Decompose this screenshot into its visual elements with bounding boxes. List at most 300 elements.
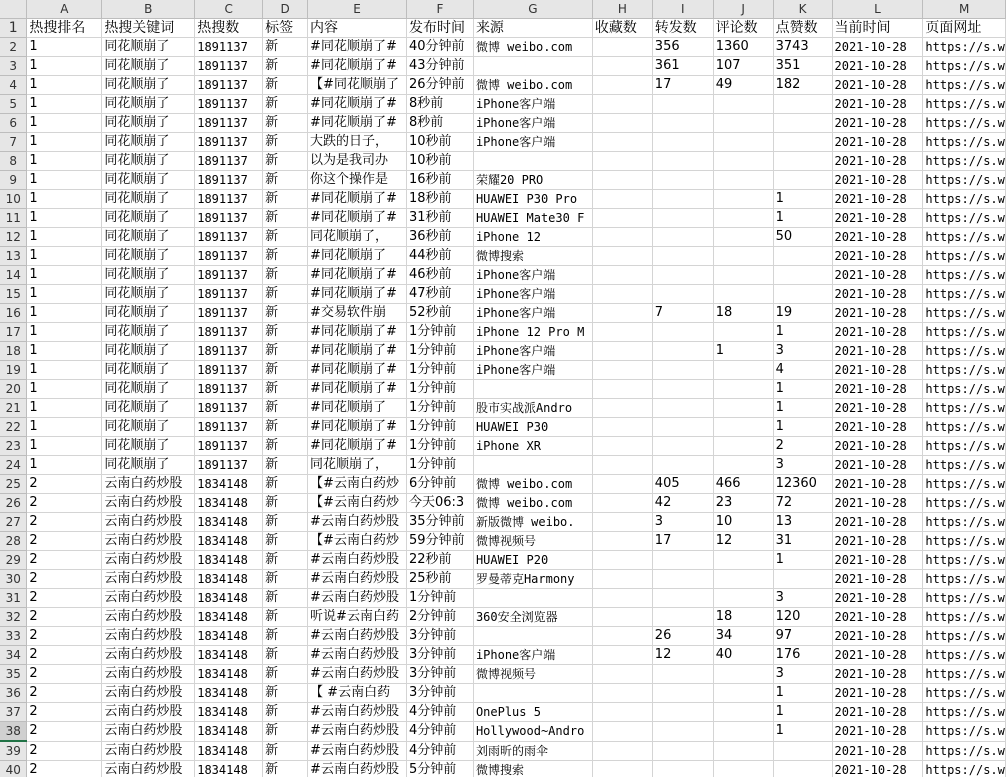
cell[interactable]: 2 <box>27 551 102 570</box>
cell[interactable]: 1891137 <box>195 266 263 285</box>
cell[interactable]: 同花顺崩了 <box>102 209 195 228</box>
cell[interactable] <box>592 380 652 399</box>
cell[interactable] <box>713 95 773 114</box>
cell[interactable]: https://s.w <box>923 152 1006 171</box>
cell[interactable]: 1 <box>773 399 832 418</box>
cell[interactable]: 今天06:3 <box>407 494 474 513</box>
cell[interactable]: 云南白药炒股 <box>102 703 195 722</box>
cell[interactable]: https://s.w <box>923 342 1006 361</box>
cell[interactable]: 10秒前 <box>407 152 474 171</box>
cell[interactable]: 2021-10-28 <box>832 247 923 266</box>
row-header[interactable]: 1 <box>0 19 27 38</box>
cell[interactable] <box>713 761 773 777</box>
cell[interactable]: 2021-10-28 <box>832 608 923 627</box>
cell[interactable]: 2021-10-28 <box>832 741 923 761</box>
cell[interactable]: 大跌的日子， <box>308 133 407 152</box>
cell[interactable]: #同花顺崩了# <box>308 437 407 456</box>
cell[interactable] <box>713 114 773 133</box>
cell[interactable]: 新 <box>263 437 308 456</box>
cell[interactable]: 2021-10-28 <box>832 190 923 209</box>
cell[interactable]: 5分钟前 <box>407 761 474 777</box>
cell[interactable] <box>773 152 832 171</box>
cell[interactable]: 1 <box>713 342 773 361</box>
cell[interactable]: 同花顺崩了 <box>102 304 195 323</box>
cell[interactable]: 2021-10-28 <box>832 57 923 76</box>
cell[interactable]: 1834148 <box>195 761 263 777</box>
cell[interactable]: 云南白药炒股 <box>102 684 195 703</box>
cell[interactable]: 1 <box>773 418 832 437</box>
cell[interactable]: 1891137 <box>195 285 263 304</box>
cell[interactable] <box>652 399 713 418</box>
cell[interactable]: 2021-10-28 <box>832 437 923 456</box>
cell[interactable] <box>592 532 652 551</box>
cell[interactable]: 微博 weibo.com <box>473 76 592 95</box>
row-header[interactable]: 31 <box>0 589 27 608</box>
column-header-d[interactable]: D <box>263 0 308 19</box>
cell[interactable]: 2021-10-28 <box>832 494 923 513</box>
cell[interactable]: #同花顺崩了# <box>308 38 407 57</box>
cell[interactable] <box>713 570 773 589</box>
cell[interactable]: 同花顺崩了 <box>102 418 195 437</box>
cell[interactable]: iPhone客户端 <box>473 285 592 304</box>
cell[interactable]: 1分钟前 <box>407 589 474 608</box>
cell[interactable]: 罗曼蒂克Harmony <box>473 570 592 589</box>
cell[interactable]: https://s.w <box>923 380 1006 399</box>
cell[interactable] <box>592 133 652 152</box>
cell[interactable]: 1891137 <box>195 57 263 76</box>
row-header[interactable]: 14 <box>0 266 27 285</box>
cell[interactable] <box>652 722 713 742</box>
cell[interactable]: 176 <box>773 646 832 665</box>
cell[interactable] <box>652 361 713 380</box>
cell[interactable]: 1891137 <box>195 76 263 95</box>
cell[interactable]: 1分钟前 <box>407 399 474 418</box>
cell[interactable]: 新 <box>263 57 308 76</box>
cell[interactable]: https://s.w <box>923 361 1006 380</box>
cell[interactable]: 2021-10-28 <box>832 722 923 742</box>
cell[interactable]: 新 <box>263 684 308 703</box>
cell[interactable]: 1834148 <box>195 532 263 551</box>
cell[interactable]: #同花顺崩了# <box>308 418 407 437</box>
row-header[interactable]: 4 <box>0 76 27 95</box>
cell[interactable]: 1分钟前 <box>407 323 474 342</box>
cell[interactable]: #云南白药炒股 <box>308 551 407 570</box>
cell[interactable]: #云南白药炒股 <box>308 570 407 589</box>
cell[interactable] <box>652 171 713 190</box>
cell[interactable]: 1891137 <box>195 437 263 456</box>
cell[interactable]: 同花顺崩了 <box>102 38 195 57</box>
cell[interactable]: iPhone客户端 <box>473 304 592 323</box>
row-header[interactable]: 36 <box>0 684 27 703</box>
cell[interactable]: 2021-10-28 <box>832 95 923 114</box>
cell[interactable]: 16秒前 <box>407 171 474 190</box>
row-header[interactable]: 16 <box>0 304 27 323</box>
cell[interactable]: 182 <box>773 76 832 95</box>
cell[interactable]: 1 <box>773 722 832 742</box>
cell[interactable]: 1 <box>773 380 832 399</box>
cell[interactable]: 2021-10-28 <box>832 532 923 551</box>
cell[interactable]: 12 <box>713 532 773 551</box>
cell[interactable]: 2021-10-28 <box>832 76 923 95</box>
cell[interactable]: #同花顺崩了# <box>308 285 407 304</box>
cell[interactable]: 1 <box>27 76 102 95</box>
cell[interactable]: HUAWEI P30 Pro <box>473 190 592 209</box>
cell[interactable]: 云南白药炒股 <box>102 551 195 570</box>
cell[interactable] <box>773 761 832 777</box>
cell[interactable]: #云南白药炒股 <box>308 513 407 532</box>
cell[interactable]: 466 <box>713 475 773 494</box>
column-header-l[interactable]: L <box>832 0 923 19</box>
cell[interactable]: #同花顺崩了# <box>308 57 407 76</box>
cell[interactable]: 2021-10-28 <box>832 361 923 380</box>
cell[interactable]: 2021-10-28 <box>832 475 923 494</box>
cell[interactable] <box>652 589 713 608</box>
cell[interactable]: 2021-10-28 <box>832 551 923 570</box>
cell[interactable]: 新 <box>263 703 308 722</box>
cell[interactable]: 1 <box>27 380 102 399</box>
cell[interactable] <box>592 209 652 228</box>
cell[interactable] <box>592 342 652 361</box>
cell[interactable] <box>713 703 773 722</box>
header-cell[interactable]: 标签 <box>263 19 308 38</box>
cell[interactable] <box>713 133 773 152</box>
cell[interactable]: 1891137 <box>195 209 263 228</box>
header-cell[interactable]: 内容 <box>308 19 407 38</box>
cell[interactable]: iPhone客户端 <box>473 266 592 285</box>
cell[interactable]: https://s.w <box>923 703 1006 722</box>
cell[interactable]: Hollywood~Andro <box>473 722 592 742</box>
cell[interactable]: 同花顺崩了 <box>102 190 195 209</box>
cell[interactable]: 2021-10-28 <box>832 646 923 665</box>
header-cell[interactable]: 热搜数 <box>195 19 263 38</box>
cell[interactable]: 新 <box>263 76 308 95</box>
cell[interactable] <box>773 570 832 589</box>
cell[interactable]: 351 <box>773 57 832 76</box>
cell[interactable] <box>713 190 773 209</box>
cell[interactable]: https://s.w <box>923 209 1006 228</box>
cell[interactable] <box>592 114 652 133</box>
cell[interactable] <box>592 228 652 247</box>
cell[interactable]: 4 <box>773 361 832 380</box>
cell[interactable] <box>592 304 652 323</box>
cell[interactable]: 同花顺崩了 <box>102 342 195 361</box>
row-header[interactable]: 26 <box>0 494 27 513</box>
cell[interactable] <box>592 627 652 646</box>
cell[interactable]: 2021-10-28 <box>832 323 923 342</box>
cell[interactable] <box>592 190 652 209</box>
cell[interactable]: 2 <box>773 437 832 456</box>
cell[interactable]: 2 <box>27 703 102 722</box>
cell[interactable]: 2021-10-28 <box>832 399 923 418</box>
cell[interactable]: 新 <box>263 228 308 247</box>
row-header[interactable]: 20 <box>0 380 27 399</box>
cell[interactable]: 2021-10-28 <box>832 627 923 646</box>
cell[interactable] <box>713 247 773 266</box>
cell[interactable] <box>592 171 652 190</box>
row-header[interactable]: 9 <box>0 171 27 190</box>
cell[interactable] <box>652 247 713 266</box>
cell[interactable]: https://s.w <box>923 741 1006 761</box>
cell[interactable]: 18秒前 <box>407 190 474 209</box>
column-header-e[interactable]: E <box>308 0 407 19</box>
column-header-c[interactable]: C <box>195 0 263 19</box>
cell[interactable]: 新 <box>263 494 308 513</box>
cell[interactable] <box>652 323 713 342</box>
row-header[interactable]: 23 <box>0 437 27 456</box>
cell[interactable]: 云南白药炒股 <box>102 475 195 494</box>
cell[interactable]: iPhone客户端 <box>473 646 592 665</box>
cell[interactable]: 2 <box>27 494 102 513</box>
cell[interactable]: 1 <box>27 418 102 437</box>
cell[interactable]: https://s.w <box>923 475 1006 494</box>
cell[interactable]: 新 <box>263 665 308 684</box>
cell[interactable]: 2 <box>27 608 102 627</box>
cell[interactable]: https://s.w <box>923 437 1006 456</box>
cell[interactable]: 微博搜索 <box>473 761 592 777</box>
cell[interactable]: 1分钟前 <box>407 437 474 456</box>
cell[interactable]: 新 <box>263 399 308 418</box>
cell[interactable]: 25秒前 <box>407 570 474 589</box>
cell[interactable]: 新 <box>263 761 308 777</box>
cell[interactable]: https://s.w <box>923 304 1006 323</box>
cell[interactable]: 同花顺崩了 <box>102 285 195 304</box>
cell[interactable] <box>713 152 773 171</box>
cell[interactable]: 17 <box>652 76 713 95</box>
cell[interactable]: https://s.w <box>923 513 1006 532</box>
cell[interactable]: 1 <box>27 266 102 285</box>
header-cell[interactable]: 页面网址 <box>923 19 1006 38</box>
cell[interactable] <box>652 437 713 456</box>
cell[interactable]: 2021-10-28 <box>832 589 923 608</box>
header-cell[interactable]: 来源 <box>473 19 592 38</box>
cell[interactable]: 微博视频号 <box>473 665 592 684</box>
cell[interactable]: 新 <box>263 247 308 266</box>
row-header[interactable]: 40 <box>0 761 27 777</box>
cell[interactable]: https://s.w <box>923 665 1006 684</box>
cell[interactable] <box>713 456 773 475</box>
cell[interactable]: 12360 <box>773 475 832 494</box>
cell[interactable]: 云南白药炒股 <box>102 494 195 513</box>
cell[interactable]: iPhone客户端 <box>473 95 592 114</box>
row-header[interactable]: 28 <box>0 532 27 551</box>
row-header[interactable]: 2 <box>0 38 27 57</box>
cell[interactable]: 新 <box>263 323 308 342</box>
cell[interactable]: 新 <box>263 361 308 380</box>
cell[interactable]: 新 <box>263 551 308 570</box>
cell[interactable]: 26 <box>652 627 713 646</box>
cell[interactable]: 2 <box>27 646 102 665</box>
cell[interactable]: 1891137 <box>195 380 263 399</box>
cell[interactable]: 新 <box>263 722 308 742</box>
cell[interactable]: HUAWEI Mate30 F <box>473 209 592 228</box>
cell[interactable]: https://s.w <box>923 285 1006 304</box>
cell[interactable] <box>713 722 773 742</box>
cell[interactable] <box>713 399 773 418</box>
cell[interactable]: 18 <box>713 608 773 627</box>
cell[interactable] <box>592 684 652 703</box>
cell[interactable]: 1 <box>773 323 832 342</box>
cell[interactable]: 1834148 <box>195 703 263 722</box>
cell[interactable] <box>592 247 652 266</box>
row-header[interactable]: 7 <box>0 133 27 152</box>
cell[interactable] <box>652 684 713 703</box>
cell[interactable] <box>473 57 592 76</box>
cell[interactable]: 云南白药炒股 <box>102 761 195 777</box>
cell[interactable]: 听说#云南白药 <box>308 608 407 627</box>
cell[interactable]: OnePlus 5 <box>473 703 592 722</box>
cell[interactable] <box>713 228 773 247</box>
header-cell[interactable]: 评论数 <box>713 19 773 38</box>
cell[interactable]: 新 <box>263 209 308 228</box>
cell[interactable]: 新 <box>263 627 308 646</box>
cell[interactable]: 1891137 <box>195 190 263 209</box>
cell[interactable]: #云南白药炒股 <box>308 761 407 777</box>
cell[interactable]: 云南白药炒股 <box>102 722 195 742</box>
cell[interactable]: 1891137 <box>195 247 263 266</box>
cell[interactable]: 1 <box>27 57 102 76</box>
cell[interactable]: 云南白药炒股 <box>102 513 195 532</box>
cell[interactable]: 49 <box>713 76 773 95</box>
cell[interactable]: iPhone客户端 <box>473 114 592 133</box>
cell[interactable]: iPhone XR <box>473 437 592 456</box>
cell[interactable]: #云南白药炒股 <box>308 646 407 665</box>
cell[interactable]: #云南白药炒股 <box>308 665 407 684</box>
cell[interactable]: 云南白药炒股 <box>102 532 195 551</box>
cell[interactable] <box>592 722 652 742</box>
row-header[interactable]: 21 <box>0 399 27 418</box>
cell[interactable]: 同花顺崩了 <box>102 323 195 342</box>
cell[interactable]: 1891137 <box>195 304 263 323</box>
cell[interactable]: 3分钟前 <box>407 646 474 665</box>
cell[interactable]: HUAWEI P30 <box>473 418 592 437</box>
cell[interactable]: 1891137 <box>195 323 263 342</box>
cell[interactable] <box>652 570 713 589</box>
cell[interactable]: 2021-10-28 <box>832 513 923 532</box>
cell[interactable]: 13 <box>773 513 832 532</box>
cell[interactable]: 3 <box>652 513 713 532</box>
cell[interactable]: 新 <box>263 171 308 190</box>
cell[interactable]: 新 <box>263 304 308 323</box>
cell[interactable]: 1891137 <box>195 171 263 190</box>
cell[interactable] <box>592 418 652 437</box>
cell[interactable] <box>713 171 773 190</box>
cell[interactable]: 19 <box>773 304 832 323</box>
cell[interactable]: 荣耀20 PRO <box>473 171 592 190</box>
cell[interactable]: #同花顺崩了# <box>308 323 407 342</box>
row-header[interactable]: 33 <box>0 627 27 646</box>
cell[interactable] <box>652 266 713 285</box>
cell[interactable]: 1 <box>773 684 832 703</box>
cell[interactable]: 35分钟前 <box>407 513 474 532</box>
cell[interactable]: iPhone客户端 <box>473 361 592 380</box>
cell[interactable]: 新 <box>263 114 308 133</box>
cell[interactable]: 1 <box>27 247 102 266</box>
cell[interactable]: 1分钟前 <box>407 361 474 380</box>
cell[interactable]: https://s.w <box>923 532 1006 551</box>
cell[interactable] <box>652 665 713 684</box>
cell[interactable]: 1 <box>27 342 102 361</box>
cell[interactable] <box>713 285 773 304</box>
cell[interactable] <box>652 703 713 722</box>
cell[interactable]: 新 <box>263 589 308 608</box>
cell[interactable]: 18 <box>713 304 773 323</box>
cell[interactable]: 新 <box>263 38 308 57</box>
cell[interactable]: #同花顺崩了 <box>308 247 407 266</box>
cell[interactable]: #同花顺崩了# <box>308 114 407 133</box>
cell[interactable]: #同花顺崩了# <box>308 361 407 380</box>
cell[interactable]: 3 <box>773 456 832 475</box>
cell[interactable] <box>652 95 713 114</box>
cell[interactable] <box>592 494 652 513</box>
cell[interactable]: 40 <box>713 646 773 665</box>
cell[interactable]: https://s.w <box>923 399 1006 418</box>
cell[interactable]: https://s.w <box>923 608 1006 627</box>
cell[interactable]: 2021-10-28 <box>832 418 923 437</box>
cell[interactable]: 2021-10-28 <box>832 266 923 285</box>
cell[interactable]: 1834148 <box>195 589 263 608</box>
cell[interactable]: 同花顺崩了 <box>102 133 195 152</box>
cell[interactable]: 微博 weibo.com <box>473 494 592 513</box>
cell[interactable]: 1 <box>27 361 102 380</box>
cell[interactable] <box>652 342 713 361</box>
row-header[interactable]: 17 <box>0 323 27 342</box>
cell[interactable] <box>473 456 592 475</box>
cell[interactable]: https://s.w <box>923 190 1006 209</box>
select-all-corner[interactable] <box>0 0 27 19</box>
cell[interactable]: 42 <box>652 494 713 513</box>
cell[interactable]: 1834148 <box>195 646 263 665</box>
cell[interactable]: 微博 weibo.com <box>473 38 592 57</box>
row-header[interactable]: 12 <box>0 228 27 247</box>
row-header[interactable]: 27 <box>0 513 27 532</box>
row-header[interactable]: 11 <box>0 209 27 228</box>
cell[interactable] <box>773 95 832 114</box>
cell[interactable]: 新 <box>263 532 308 551</box>
row-header[interactable]: 3 <box>0 57 27 76</box>
cell[interactable]: 同花顺崩了 <box>102 437 195 456</box>
cell[interactable]: https://s.w <box>923 57 1006 76</box>
cell[interactable]: 4分钟前 <box>407 703 474 722</box>
cell[interactable]: 3743 <box>773 38 832 57</box>
cell[interactable]: https://s.w <box>923 38 1006 57</box>
cell[interactable] <box>592 437 652 456</box>
cell[interactable]: 2021-10-28 <box>832 456 923 475</box>
cell[interactable]: 新 <box>263 418 308 437</box>
cell[interactable]: 120 <box>773 608 832 627</box>
cell[interactable]: 2 <box>27 627 102 646</box>
cell[interactable]: 新 <box>263 95 308 114</box>
cell[interactable]: 10 <box>713 513 773 532</box>
cell[interactable] <box>773 266 832 285</box>
cell[interactable]: #云南白药炒股 <box>308 627 407 646</box>
cell[interactable]: 4分钟前 <box>407 741 474 761</box>
row-header[interactable]: 35 <box>0 665 27 684</box>
cell[interactable]: 2021-10-28 <box>832 703 923 722</box>
cell[interactable] <box>652 228 713 247</box>
header-cell[interactable]: 点赞数 <box>773 19 832 38</box>
cell[interactable]: #同花顺崩了# <box>308 95 407 114</box>
cell[interactable] <box>592 761 652 777</box>
cell[interactable]: 云南白药炒股 <box>102 627 195 646</box>
cell[interactable]: 云南白药炒股 <box>102 608 195 627</box>
cell[interactable]: 2021-10-28 <box>832 114 923 133</box>
cell[interactable]: 同花顺崩了 <box>102 114 195 133</box>
row-header[interactable]: 29 <box>0 551 27 570</box>
row-header[interactable]: 25 <box>0 475 27 494</box>
cell[interactable]: https://s.w <box>923 228 1006 247</box>
cell[interactable]: 3 <box>773 589 832 608</box>
column-header-b[interactable]: B <box>102 0 195 19</box>
